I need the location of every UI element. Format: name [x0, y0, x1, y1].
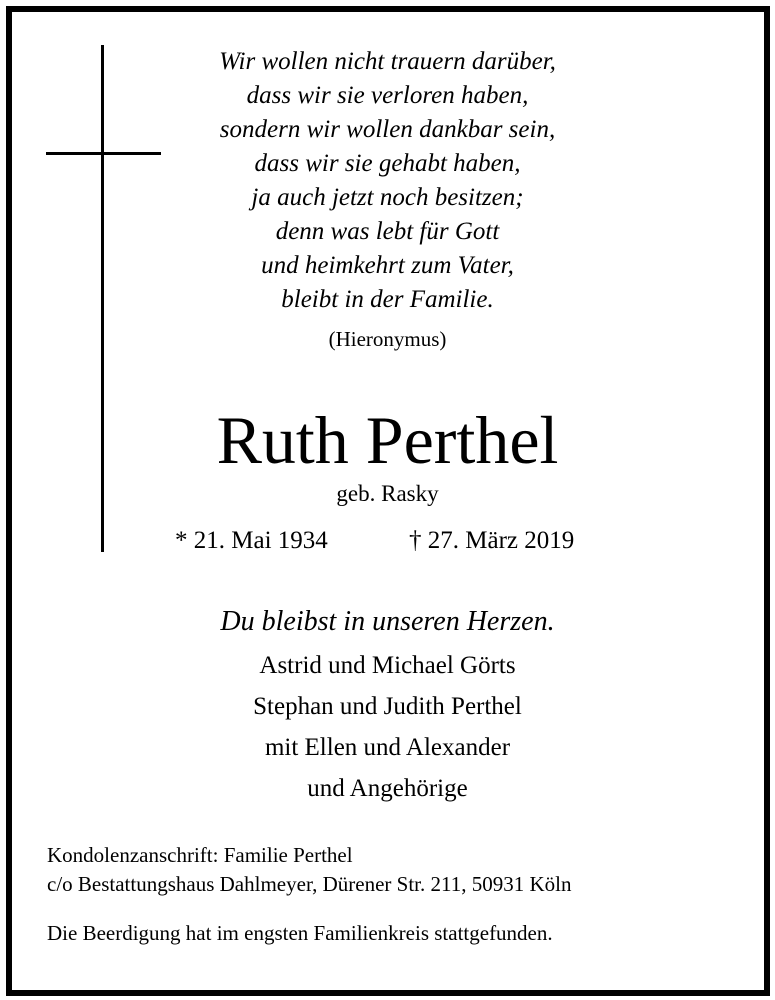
- motto: Du bleibst in unseren Herzen.: [220, 606, 555, 637]
- death-date: † 27. März 2019: [409, 527, 575, 554]
- mourners-list: [0, 645, 775, 809]
- mourner-line: Astrid und Michael Görts: [259, 652, 516, 679]
- poem: [0, 45, 775, 317]
- condolence-line: Kondolenzanschrift: Familie Perthel: [47, 843, 353, 867]
- poem-line: denn was lebt für Gott: [275, 218, 500, 245]
- maiden-name: geb. Rasky: [336, 481, 439, 506]
- mourner-line: und Angehörige: [307, 775, 468, 802]
- poem-line: dass wir sie verloren haben,: [246, 82, 529, 109]
- poem-line: ja auch jetzt noch besitzen;: [251, 184, 524, 211]
- deceased-name: Ruth Perthel: [216, 402, 559, 478]
- poem-line: und heimkehrt zum Vater,: [261, 252, 514, 279]
- poem-line: Wir wollen nicht trauern darüber,: [219, 48, 556, 75]
- birth-date: * 21. Mai 1934: [175, 527, 328, 554]
- mourner-line: mit Ellen und Alexander: [264, 734, 511, 761]
- poem-line: sondern wir wollen dankbar sein,: [219, 116, 556, 143]
- condolence-line: c/o Bestattungshaus Dahlmeyer, Dürener Str. 211, 50931 Köln: [47, 872, 572, 896]
- poem-author: (Hieronymus): [328, 327, 447, 351]
- mourner-line: Stephan und Judith Perthel: [253, 693, 522, 720]
- funeral-note: Die Beerdigung hat im engsten Familienkreis stattgefunden.: [47, 921, 553, 945]
- poem-line: bleibt in der Familie.: [281, 286, 494, 313]
- life-dates: [0, 523, 775, 559]
- condolence-address: [47, 841, 571, 899]
- poem-line: dass wir sie gehabt haben,: [254, 150, 521, 177]
